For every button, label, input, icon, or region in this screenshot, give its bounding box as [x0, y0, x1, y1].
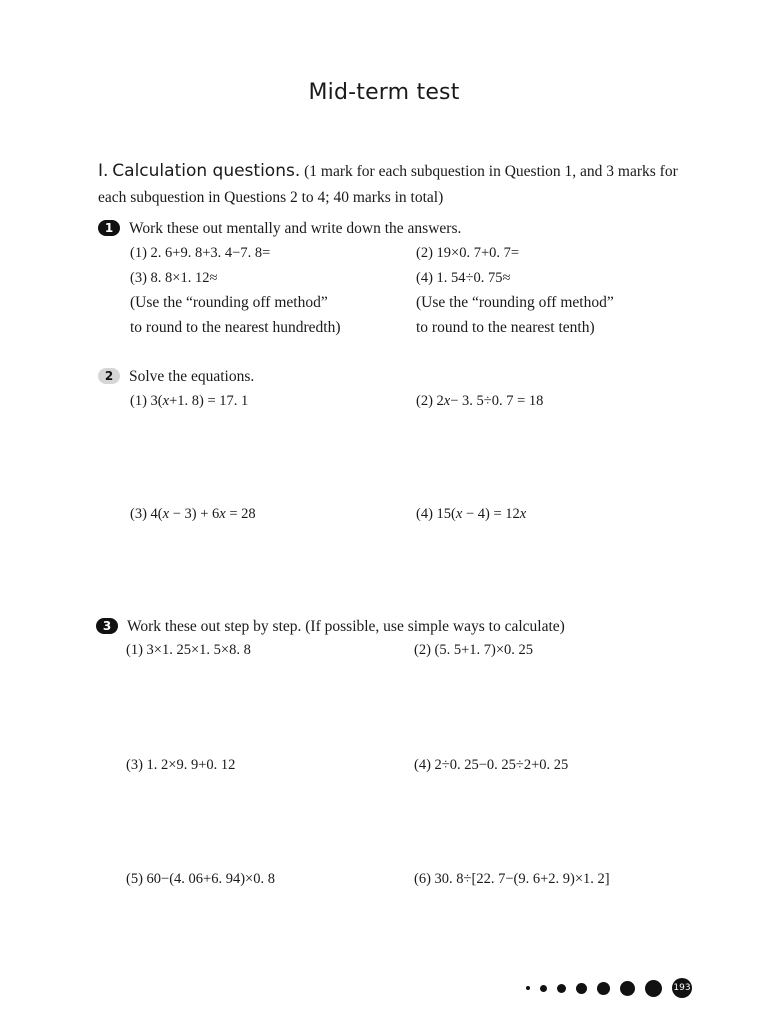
q1-item-2: (2) 19×0. 7+0. 7= [416, 245, 520, 261]
section-lead: Calculation questions. [112, 161, 301, 181]
q1-item-3: (3) 8. 8×1. 12≈ [130, 270, 218, 286]
question-2-badge: 2 [98, 368, 120, 384]
dot-icon [597, 982, 610, 995]
section-heading [98, 158, 698, 211]
question-3 [96, 618, 565, 636]
question-3-badge: 3 [96, 618, 118, 634]
page-title: Mid-term test [308, 80, 460, 105]
dot-icon [576, 983, 587, 994]
section-description: (1 mark for each subquestion in Question 1, and 3 marks for each subquestion in Questions 2 to 4; 40 marks in total) [98, 163, 678, 206]
question-1-badge: 1 [98, 220, 120, 236]
q3-item-4: (4) 2÷0. 25−0. 25÷2+0. 25 [414, 757, 569, 773]
question-2-text: Solve the equations. [129, 368, 255, 385]
q2-item-3: (3) 4(x − 3) + 6x = 28 [130, 506, 256, 522]
q1-item-4: (4) 1. 54÷0. 75≈ [416, 270, 511, 286]
q1-note-right-2: to round to the nearest tenth) [416, 319, 595, 336]
dot-icon [526, 986, 530, 990]
q2-item-2: (2) 2x− 3. 5÷0. 7 = 18 [416, 393, 544, 409]
q3-item-6: (6) 30. 8÷[22. 7−(9. 6+2. 9)×1. 2] [414, 871, 610, 887]
dot-icon [645, 980, 662, 997]
section-numeral: I. [98, 161, 109, 181]
q3-item-5: (5) 60−(4. 06+6. 94)×0. 8 [126, 871, 275, 887]
question-3-text: Work these out step by step. (If possible, use simple ways to calculate) [127, 618, 565, 635]
q3-item-1: (1) 3×1. 25×1. 5×8. 8 [126, 642, 251, 658]
question-2 [98, 368, 254, 386]
q1-note-left-1: (Use the “rounding off method” [130, 294, 328, 311]
page-footer-dots [526, 978, 692, 998]
dot-icon [557, 984, 566, 993]
dot-icon [620, 981, 635, 996]
q2-item-4: (4) 15(x − 4) = 12x [416, 506, 527, 522]
page-number: 193 [672, 978, 692, 998]
q3-item-2: (2) (5. 5+1. 7)×0. 25 [414, 642, 534, 658]
question-1 [98, 220, 461, 238]
q1-note-right-1: (Use the “rounding off method” [416, 294, 614, 311]
q2-item-1: (1) 3(x+1. 8) = 17. 1 [130, 393, 249, 409]
q1-note-left-2: to round to the nearest hundredth) [130, 319, 341, 336]
q1-item-1: (1) 2. 6+9. 8+3. 4−7. 8= [130, 245, 271, 261]
dot-icon [540, 985, 547, 992]
question-1-text: Work these out mentally and write down the answers. [129, 220, 462, 237]
q3-item-3: (3) 1. 2×9. 9+0. 12 [126, 757, 236, 773]
